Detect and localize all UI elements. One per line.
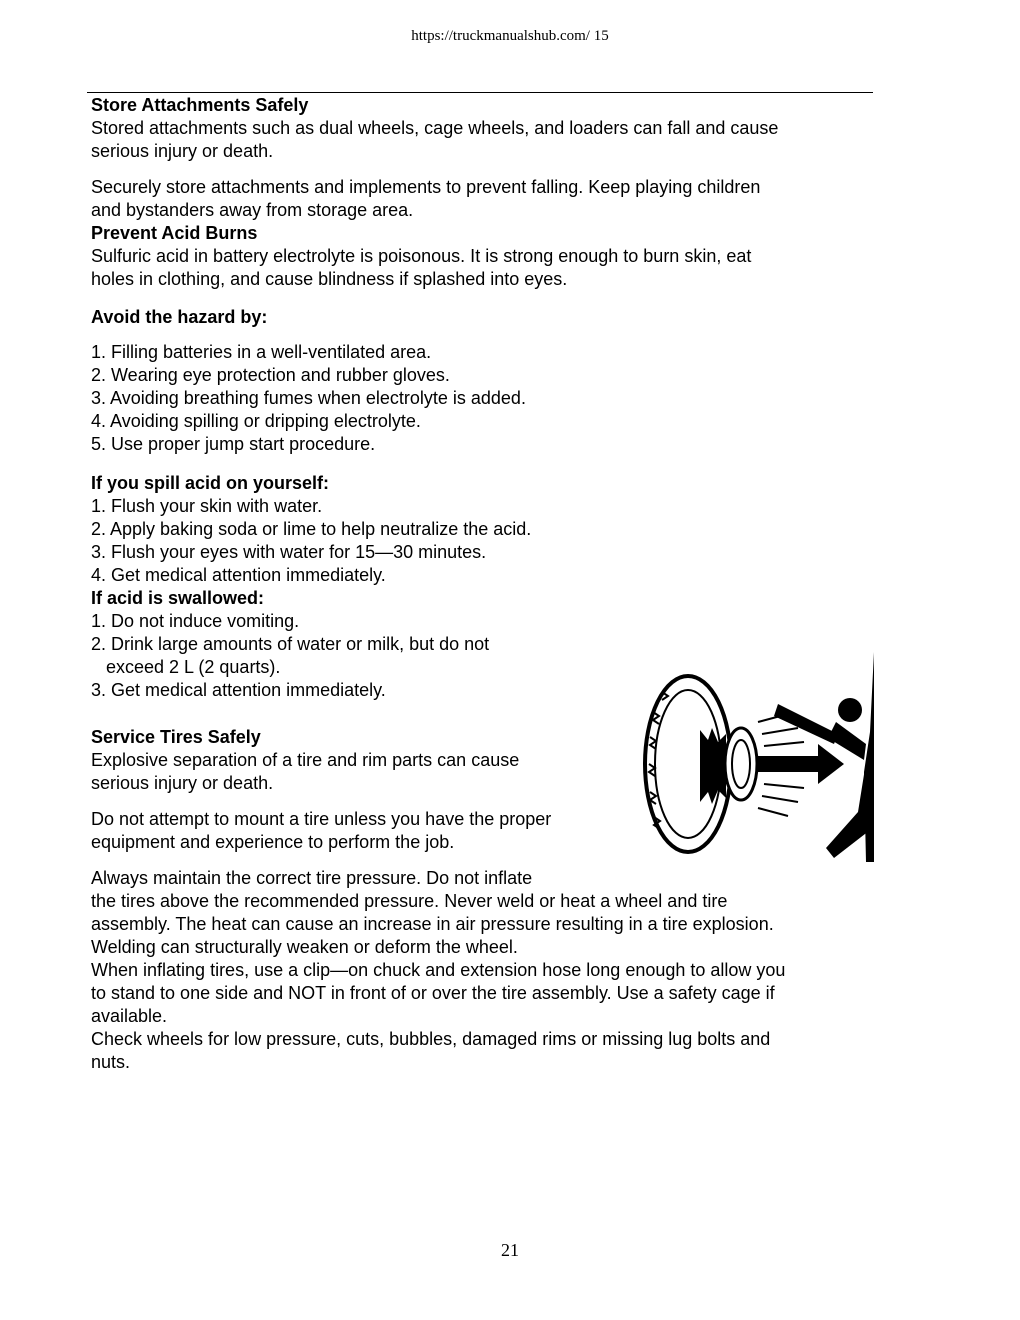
list-item: 1. Flush your skin with water. — [91, 496, 323, 516]
subheading-spill: If you spill acid on yourself: — [91, 473, 330, 493]
paragraph-line: Stored attachments such as dual wheels, cage wheels, and loaders can fall and cause — [91, 118, 779, 138]
paragraph-line: Check wheels for low pressure, cuts, bubbles, damaged rims or missing lug bolts and — [91, 1029, 771, 1049]
list-item: 3. Flush your eyes with water for 15—30 minutes. — [91, 542, 487, 562]
section-heading-service-tires: Service Tires Safely — [91, 727, 261, 747]
list-item: 1. Do not induce vomiting. — [91, 611, 300, 631]
list-item: 4. Avoiding spilling or dripping electrolyte. — [91, 411, 421, 431]
list-item: 1. Filling batteries in a well-ventilated area. — [91, 342, 432, 362]
list-item: 3. Avoiding breathing fumes when electrolyte is added. — [91, 388, 526, 408]
section-heading-store-attachments: Store Attachments Safely — [91, 95, 309, 115]
subheading-swallowed: If acid is swallowed: — [91, 588, 265, 608]
paragraph-line: to stand to one side and NOT in front of or over the tire assembly. Use a safety cage if — [91, 983, 775, 1003]
paragraph-line: the tires above the recommended pressure. Never weld or heat a wheel and tire — [91, 891, 728, 911]
paragraph-line: Securely store attachments and implements to prevent falling. Keep playing children — [91, 177, 761, 197]
paragraph-line: equipment and experience to perform the job. — [91, 832, 455, 852]
paragraph-line: available. — [91, 1006, 168, 1026]
paragraph-line: serious injury or death. — [91, 141, 274, 161]
list-item: 3. Get medical attention immediately. — [91, 680, 386, 700]
paragraph-line: Do not attempt to mount a tire unless you have the proper — [91, 809, 552, 829]
paragraph-line: holes in clothing, and cause blindness if splashed into eyes. — [91, 269, 568, 289]
list-item: 2. Wearing eye protection and rubber gloves. — [91, 365, 450, 385]
list-item: 2. Apply baking soda or lime to help neutralize the acid. — [91, 519, 532, 539]
paragraph-line: Sulfuric acid in battery electrolyte is poisonous. It is strong enough to burn skin, eat — [91, 246, 752, 266]
tire-explosion-warning-icon — [638, 652, 874, 862]
paragraph-line: serious injury or death. — [91, 773, 274, 793]
paragraph-line: When inflating tires, use a clip—on chuck and extension hose long enough to allow you — [91, 960, 786, 980]
subheading-avoid-hazard: Avoid the hazard by: — [91, 307, 268, 327]
paragraph-line: Always maintain the correct tire pressure. Do not inflate — [91, 868, 533, 888]
header-rule — [87, 92, 873, 93]
paragraph-line: Explosive separation of a tire and rim parts can cause — [91, 750, 520, 770]
page-number: 21 — [501, 1240, 519, 1260]
list-item: 4. Get medical attention immediately. — [91, 565, 386, 585]
paragraph-line: Welding can structurally weaken or deform the wheel. — [91, 937, 518, 957]
header-url: https://truckmanualshub.com/ 15 — [411, 28, 609, 44]
paragraph-line: and bystanders away from storage area. — [91, 200, 414, 220]
list-item: 5. Use proper jump start procedure. — [91, 434, 376, 454]
list-item: 2. Drink large amounts of water or milk, but do not — [91, 634, 490, 654]
list-item-continuation: exceed 2 L (2 quarts). — [91, 657, 281, 677]
paragraph-line: nuts. — [91, 1052, 131, 1072]
section-heading-acid-burns: Prevent Acid Burns — [91, 223, 258, 243]
paragraph-line: assembly. The heat can cause an increase in air pressure resulting in a tire explosion. — [91, 914, 774, 934]
